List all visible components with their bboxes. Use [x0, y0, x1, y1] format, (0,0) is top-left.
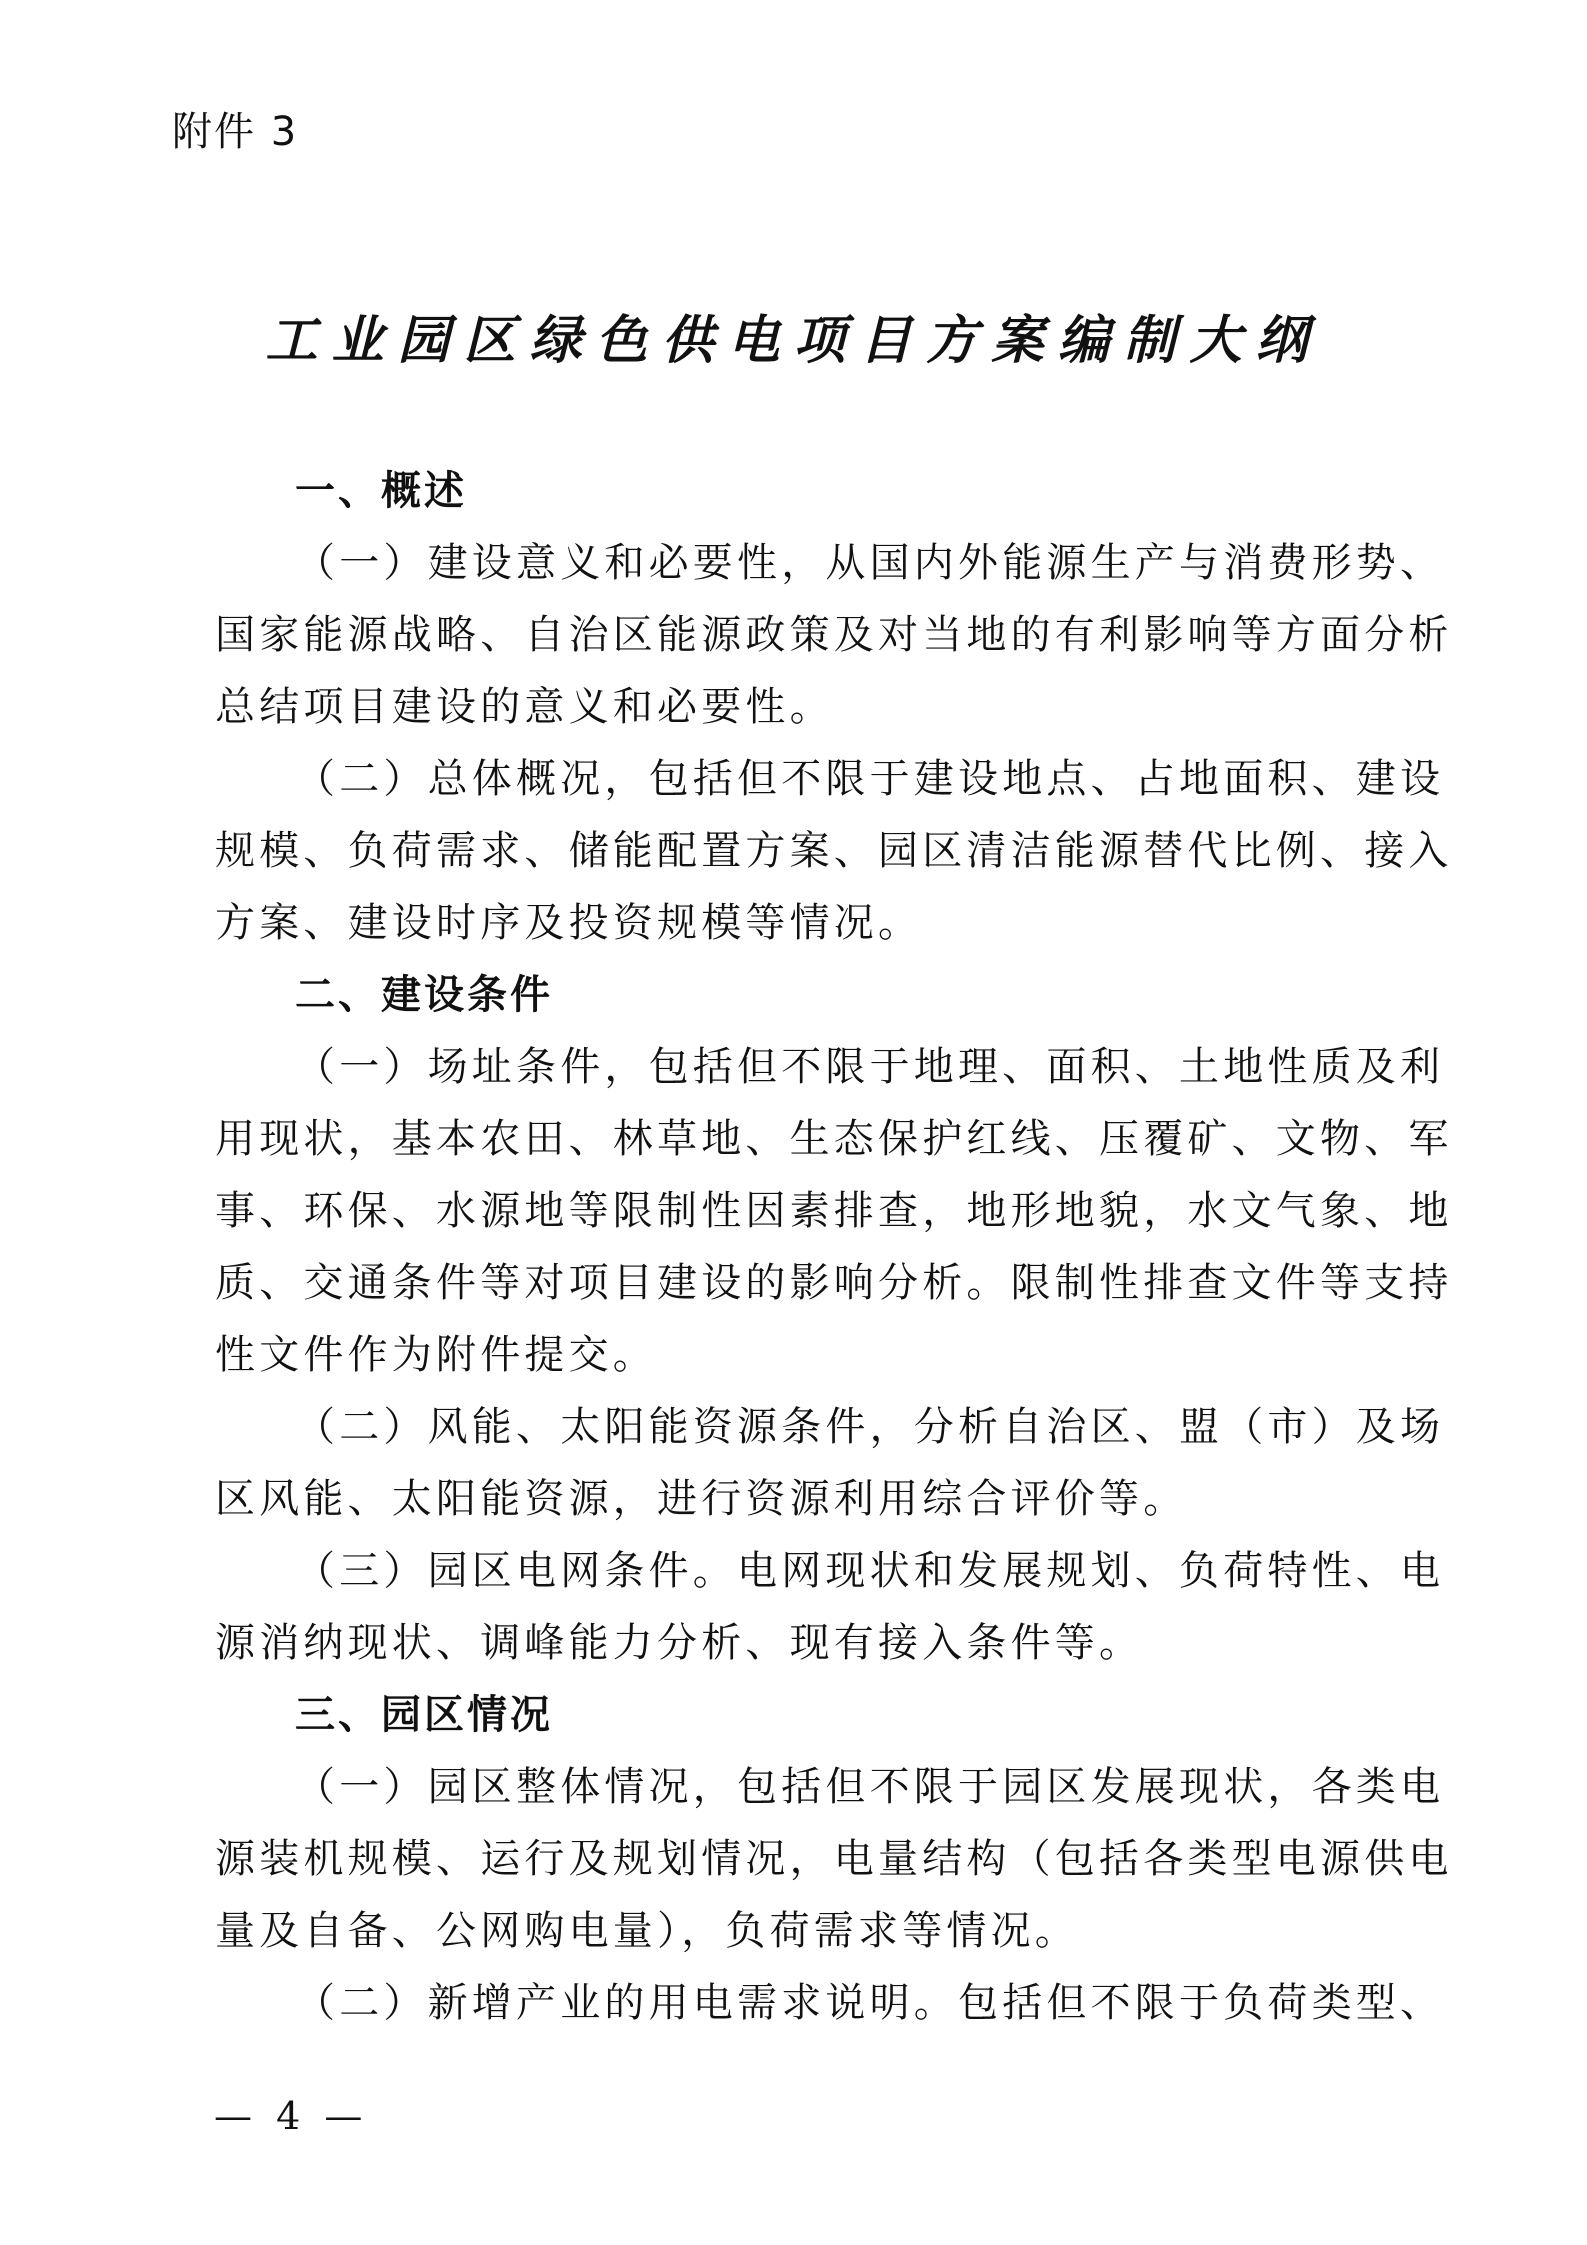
paragraph-line: 源装机规模、运行及规划情况，电量结构（包括各类型电源供电: [215, 1836, 1453, 1882]
paragraph-line: （一）建设意义和必要性，从国内外能源生产与消费形势、: [295, 540, 1445, 586]
section-heading-conditions: 二、建设条件: [295, 972, 553, 1018]
paragraph-line: 质、交通条件等对项目建设的影响分析。限制性排查文件等支持: [215, 1260, 1453, 1306]
paragraph-line: （二）风能、太阳能资源条件，分析自治区、盟（市）及场: [295, 1404, 1445, 1450]
paragraph-line: （三）园区电网条件。电网现状和发展规划、负荷特性、电: [295, 1548, 1445, 1594]
paragraph-line: 源消纳现状、调峰能力分析、现有接入条件等。: [215, 1620, 1144, 1666]
paragraph-line: （一）场址条件，包括但不限于地理、面积、土地性质及利: [295, 1044, 1445, 1090]
document-title: 工业园区绿色供电项目方案编制大纲: [265, 310, 1322, 371]
paragraph-line: 方案、建设时序及投资规模等情况。: [215, 900, 923, 946]
section-heading-overview: 一、概述: [295, 468, 467, 514]
paragraph-line: 性文件作为附件提交。: [215, 1332, 657, 1378]
paragraph-line: 规模、负荷需求、储能配置方案、园区清洁能源替代比例、接入: [215, 828, 1453, 874]
paragraph-line: 事、环保、水源地等限制性因素排查，地形地貌，水文气象、地: [215, 1188, 1453, 1234]
document-body: [215, 455, 1453, 2039]
section-heading-park: 三、园区情况: [295, 1692, 553, 1738]
page-number: — 4 —: [214, 2094, 369, 2138]
paragraph-line: （一）园区整体情况，包括但不限于园区发展现状，各类电: [295, 1764, 1445, 1810]
paragraph-line: （二）新增产业的用电需求说明。包括但不限于负荷类型、: [295, 1980, 1445, 2026]
paragraph-line: 国家能源战略、自治区能源政策及对当地的有利影响等方面分析: [215, 612, 1453, 658]
paragraph-line: 量及自备、公网购电量），负荷需求等情况。: [215, 1908, 1079, 1954]
attachment-label: 附件 3: [172, 109, 299, 155]
paragraph-line: 区风能、太阳能资源，进行资源利用综合评价等。: [215, 1476, 1188, 1522]
paragraph-line: 用现状，基本农田、林草地、生态保护红线、压覆矿、文物、军: [215, 1116, 1453, 1162]
paragraph-line: （二）总体概况，包括但不限于建设地点、占地面积、建设: [295, 756, 1445, 802]
paragraph-line: 总结项目建设的意义和必要性。: [215, 684, 834, 730]
